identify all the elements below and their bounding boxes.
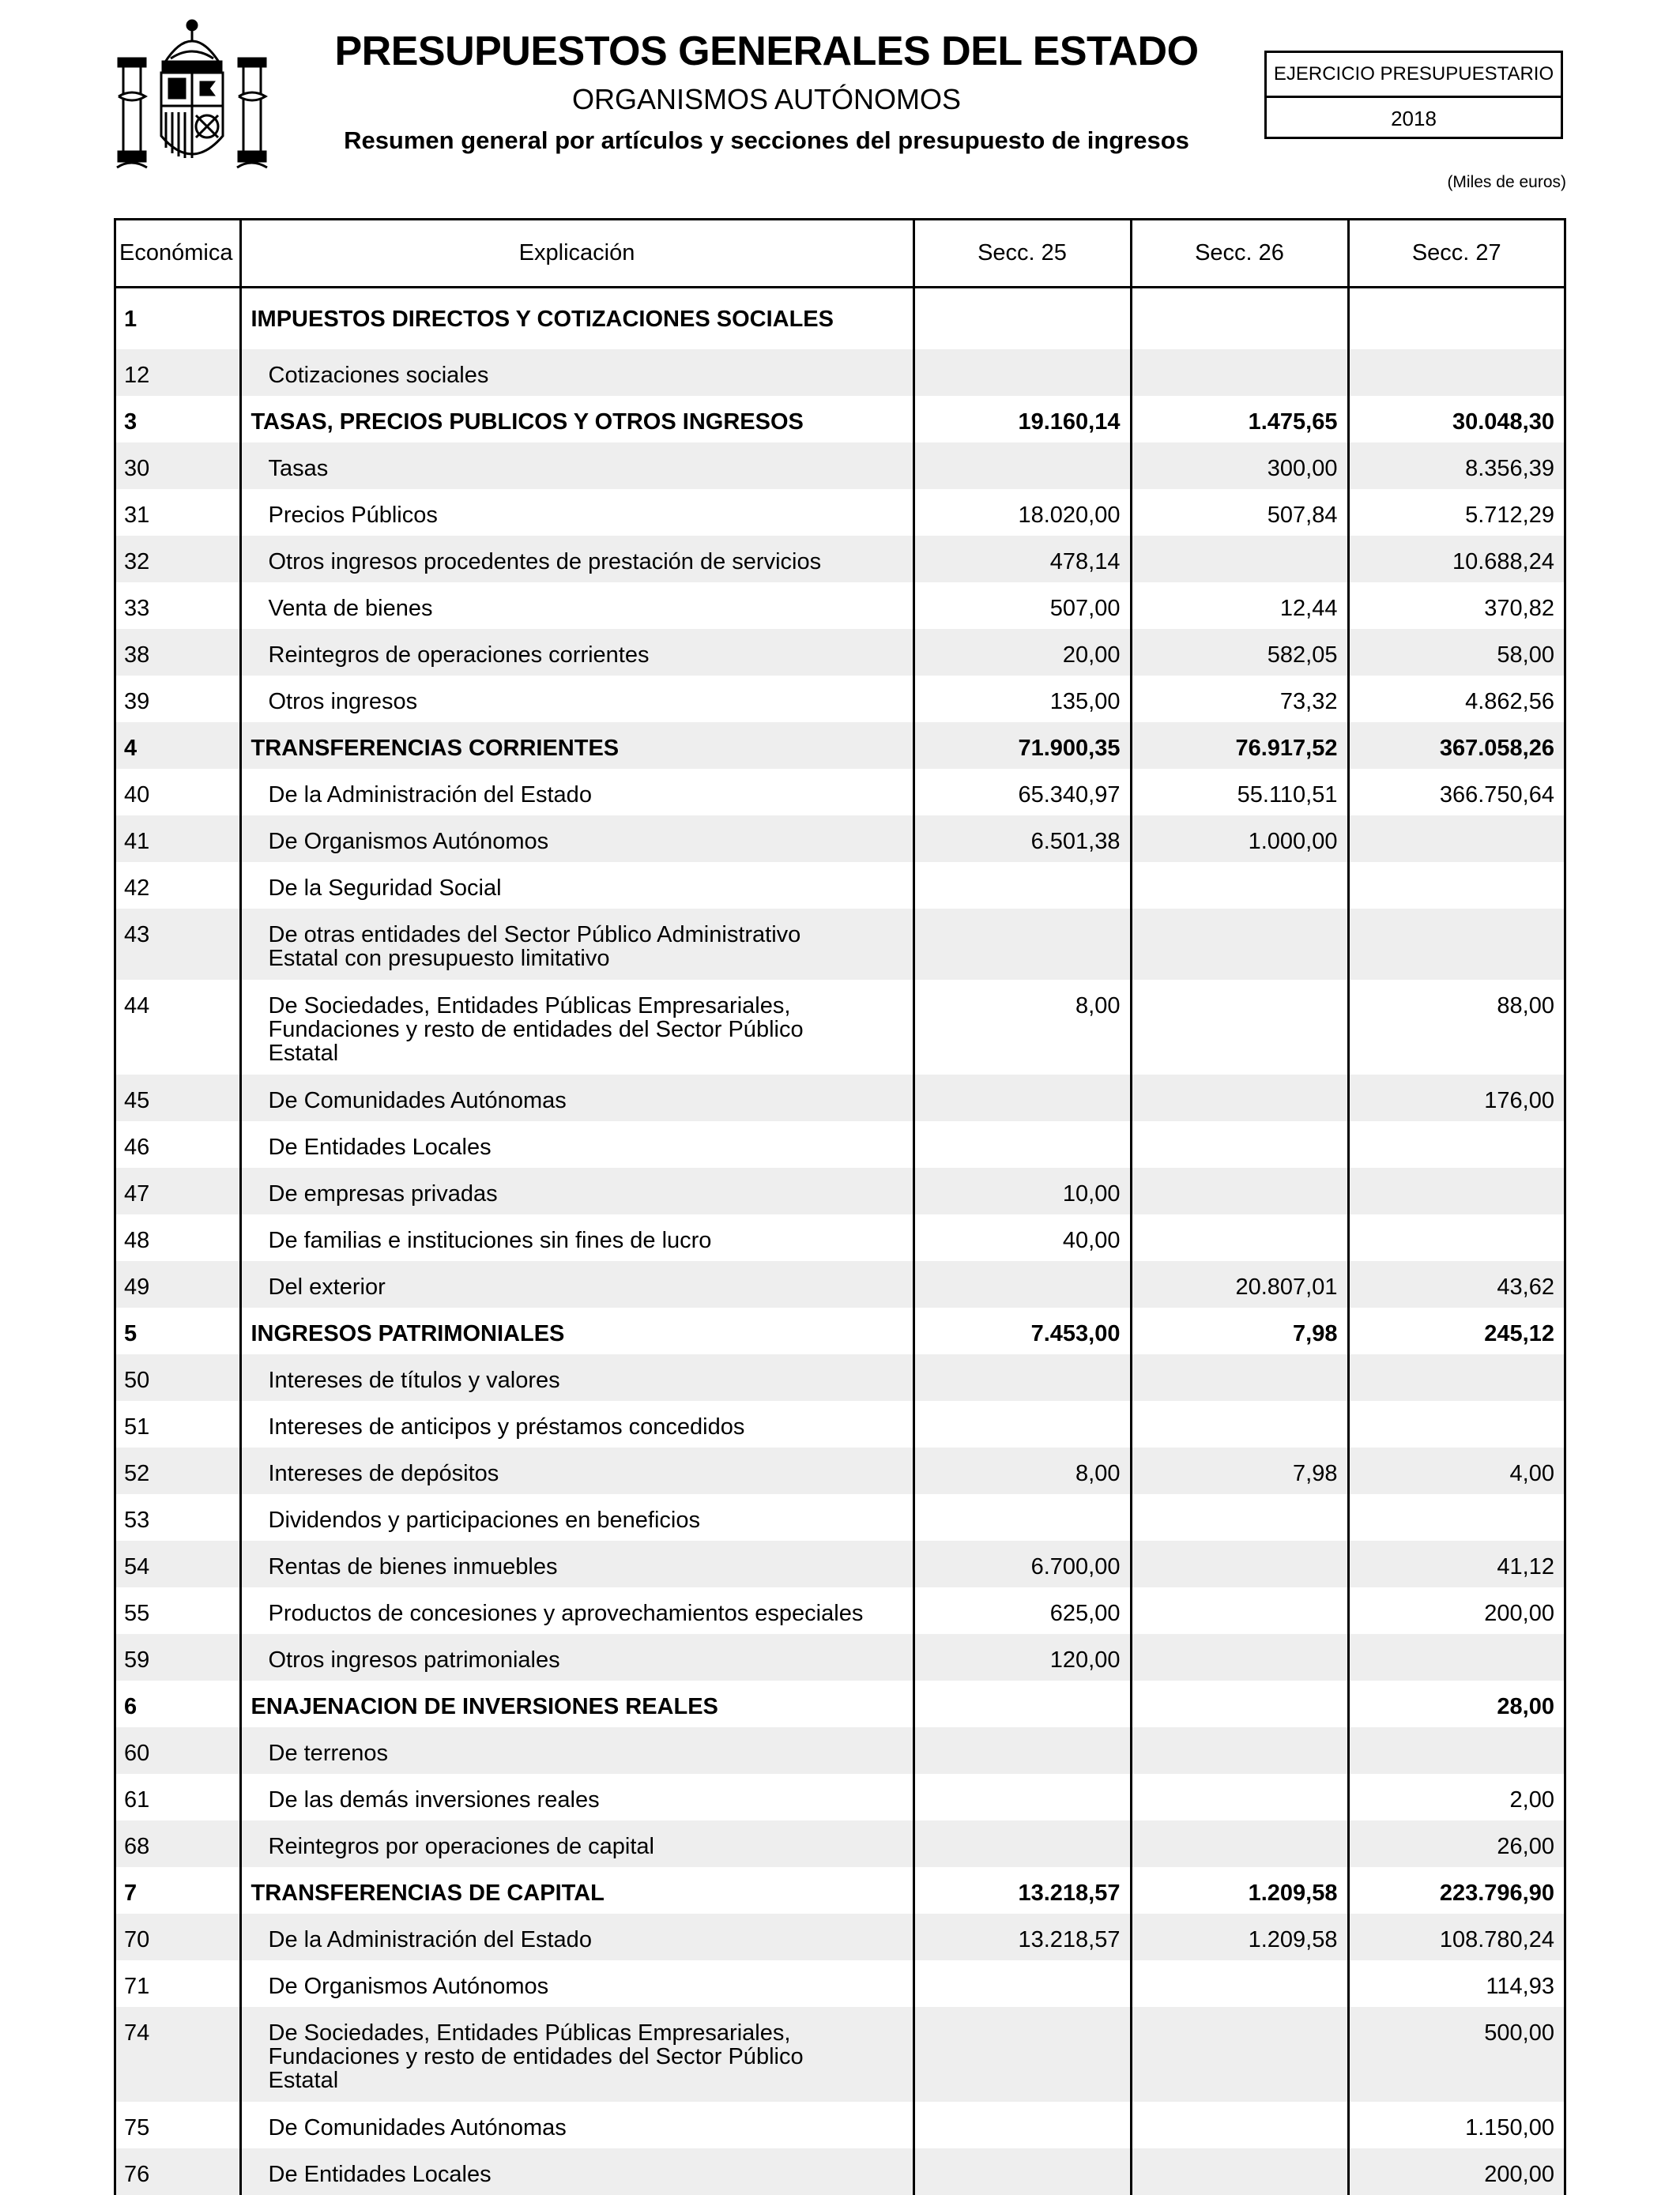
coat-of-arms-icon — [115, 17, 269, 175]
row-description — [240, 536, 913, 582]
row-value-s27: 28,00 — [1348, 1681, 1564, 1727]
row-code: 49 — [116, 1261, 240, 1308]
row-value-s27 — [1348, 1494, 1564, 1541]
row-code: 50 — [116, 1354, 240, 1401]
fiscal-year-box — [1264, 51, 1563, 139]
table-row — [116, 629, 1564, 676]
row-code: 1 — [116, 288, 240, 350]
row-value-s26: 7,98 — [1131, 1308, 1348, 1354]
row-value-s26 — [1131, 2007, 1348, 2102]
row-description — [240, 1448, 913, 1494]
table-row — [116, 2102, 1564, 2148]
row-value-s25: 10,00 — [913, 1168, 1131, 1214]
row-value-s27 — [1348, 1354, 1564, 1401]
row-value-s27: 88,00 — [1348, 980, 1564, 1075]
row-description — [240, 396, 913, 442]
row-value-s25 — [913, 2102, 1131, 2148]
row-value-s27: 245,12 — [1348, 1308, 1564, 1354]
row-code: 75 — [116, 2102, 240, 2148]
row-value-s25 — [913, 909, 1131, 980]
row-code: 52 — [116, 1448, 240, 1494]
row-value-s27: 5.712,29 — [1348, 489, 1564, 536]
table-row — [116, 676, 1564, 722]
table-row — [116, 1401, 1564, 1448]
row-description — [240, 2148, 913, 2195]
row-value-s27: 4.862,56 — [1348, 676, 1564, 722]
row-value-s27 — [1348, 1168, 1564, 1214]
row-value-s26: 20.807,01 — [1131, 1261, 1348, 1308]
row-value-s26: 1.000,00 — [1131, 815, 1348, 862]
row-description-line: Tasas — [269, 457, 903, 480]
row-value-s25: 71.900,35 — [913, 722, 1131, 769]
row-description-line: Intereses de depósitos — [269, 1462, 903, 1485]
row-code: 5 — [116, 1308, 240, 1354]
row-description — [240, 1774, 913, 1820]
table-row — [116, 442, 1564, 489]
row-description — [240, 1541, 913, 1587]
row-value-s26: 300,00 — [1131, 442, 1348, 489]
table-row — [116, 1820, 1564, 1867]
row-code: 6 — [116, 1681, 240, 1727]
row-description-line: Fundaciones y resto de entidades del Sector Público — [269, 2045, 903, 2069]
table-row — [116, 288, 1564, 350]
row-value-s25: 13.218,57 — [913, 1867, 1131, 1914]
row-value-s25: 478,14 — [913, 536, 1131, 582]
row-description-line: De Entidades Locales — [269, 2163, 903, 2186]
row-description — [240, 1075, 913, 1121]
row-value-s26 — [1131, 1214, 1348, 1261]
row-description — [240, 815, 913, 862]
row-value-s27: 30.048,30 — [1348, 396, 1564, 442]
row-value-s26 — [1131, 288, 1348, 350]
row-value-s25: 13.218,57 — [913, 1914, 1131, 1960]
row-value-s27: 43,62 — [1348, 1261, 1564, 1308]
row-value-s27 — [1348, 1634, 1564, 1681]
row-value-s27: 367.058,26 — [1348, 722, 1564, 769]
row-code: 76 — [116, 2148, 240, 2195]
row-description-line: De las demás inversiones reales — [269, 1788, 903, 1812]
row-code: 44 — [116, 980, 240, 1075]
row-value-s27 — [1348, 1401, 1564, 1448]
row-code: 39 — [116, 676, 240, 722]
row-description — [240, 1587, 913, 1634]
row-value-s26 — [1131, 1960, 1348, 2007]
row-description — [240, 1401, 913, 1448]
row-value-s26: 55.110,51 — [1131, 769, 1348, 815]
row-description-line: De la Seguridad Social — [269, 876, 903, 900]
table-row — [116, 722, 1564, 769]
row-value-s27: 41,12 — [1348, 1541, 1564, 1587]
fiscal-year-value: 2018 — [1267, 98, 1561, 139]
table-row — [116, 582, 1564, 629]
row-value-s26: 1.209,58 — [1131, 1867, 1348, 1914]
row-description-line: TRANSFERENCIAS CORRIENTES — [251, 736, 903, 760]
row-value-s27: 4,00 — [1348, 1448, 1564, 1494]
row-description — [240, 1727, 913, 1774]
row-value-s25: 507,00 — [913, 582, 1131, 629]
row-value-s27: 200,00 — [1348, 1587, 1564, 1634]
row-value-s26 — [1131, 909, 1348, 980]
table-row — [116, 1075, 1564, 1121]
table-row — [116, 1168, 1564, 1214]
row-description — [240, 1681, 913, 1727]
table-row — [116, 1494, 1564, 1541]
row-value-s26 — [1131, 1121, 1348, 1168]
page-description: Resumen general por artículos y secciones del presupuesto de ingresos — [261, 122, 1272, 160]
row-code: 12 — [116, 349, 240, 396]
row-description — [240, 1820, 913, 1867]
row-value-s25 — [913, 1075, 1131, 1121]
row-value-s26 — [1131, 1541, 1348, 1587]
row-value-s26: 1.475,65 — [1131, 396, 1348, 442]
row-value-s26 — [1131, 980, 1348, 1075]
table-row — [116, 536, 1564, 582]
row-description-line: Rentas de bienes inmuebles — [269, 1555, 903, 1579]
row-code: 74 — [116, 2007, 240, 2102]
row-value-s26 — [1131, 2102, 1348, 2148]
table-row — [116, 1541, 1564, 1587]
row-value-s26 — [1131, 1634, 1348, 1681]
row-value-s25: 135,00 — [913, 676, 1131, 722]
row-value-s27 — [1348, 288, 1564, 350]
table-row — [116, 1634, 1564, 1681]
row-value-s25 — [913, 1960, 1131, 2007]
row-value-s26 — [1131, 1075, 1348, 1121]
row-value-s25 — [913, 1261, 1131, 1308]
row-value-s27: 223.796,90 — [1348, 1867, 1564, 1914]
row-description — [240, 1494, 913, 1541]
table-row — [116, 1867, 1564, 1914]
table-row — [116, 769, 1564, 815]
row-description — [240, 582, 913, 629]
table-row — [116, 1354, 1564, 1401]
row-description — [240, 1634, 913, 1681]
row-description — [240, 629, 913, 676]
row-value-s25 — [913, 1401, 1131, 1448]
table-row — [116, 1121, 1564, 1168]
row-code: 51 — [116, 1401, 240, 1448]
row-value-s26: 1.209,58 — [1131, 1914, 1348, 1960]
table-row — [116, 2148, 1564, 2195]
table-row — [116, 489, 1564, 536]
row-value-s25 — [913, 2148, 1131, 2195]
row-code: 3 — [116, 396, 240, 442]
row-value-s25: 18.020,00 — [913, 489, 1131, 536]
page-subtitle: ORGANISMOS AUTÓNOMOS — [261, 81, 1272, 119]
row-value-s26 — [1131, 1168, 1348, 1214]
row-description — [240, 1168, 913, 1214]
table-row — [116, 1587, 1564, 1634]
row-value-s27: 176,00 — [1348, 1075, 1564, 1121]
row-value-s26 — [1131, 349, 1348, 396]
table-row — [116, 1448, 1564, 1494]
row-description — [240, 1308, 913, 1354]
page-title: PRESUPUESTOS GENERALES DEL ESTADO — [261, 24, 1272, 79]
row-description — [240, 769, 913, 815]
row-value-s25: 8,00 — [913, 980, 1131, 1075]
row-value-s25: 20,00 — [913, 629, 1131, 676]
row-code: 32 — [116, 536, 240, 582]
row-code: 61 — [116, 1774, 240, 1820]
row-value-s25 — [913, 1121, 1131, 1168]
row-description — [240, 1261, 913, 1308]
row-value-s26: 12,44 — [1131, 582, 1348, 629]
row-description-line: Reintegros de operaciones corrientes — [269, 643, 903, 667]
row-value-s27 — [1348, 815, 1564, 862]
row-value-s27: 58,00 — [1348, 629, 1564, 676]
table-row — [116, 1960, 1564, 2007]
row-value-s26 — [1131, 1820, 1348, 1867]
row-value-s26 — [1131, 1587, 1348, 1634]
row-description-line: ENAJENACION DE INVERSIONES REALES — [251, 1695, 903, 1719]
table-row — [116, 349, 1564, 396]
table-row — [116, 980, 1564, 1075]
table-row — [116, 1261, 1564, 1308]
row-description-line: De empresas privadas — [269, 1182, 903, 1206]
row-description — [240, 1214, 913, 1261]
row-value-s25: 40,00 — [913, 1214, 1131, 1261]
row-description — [240, 980, 913, 1075]
row-value-s27 — [1348, 1727, 1564, 1774]
row-code: 42 — [116, 862, 240, 909]
row-code: 30 — [116, 442, 240, 489]
row-value-s27: 8.356,39 — [1348, 442, 1564, 489]
row-code: 46 — [116, 1121, 240, 1168]
row-value-s26: 76.917,52 — [1131, 722, 1348, 769]
row-value-s25 — [913, 442, 1131, 489]
row-description — [240, 2007, 913, 2102]
row-value-s25 — [913, 1494, 1131, 1541]
row-value-s26 — [1131, 1774, 1348, 1820]
row-description-line: De Entidades Locales — [269, 1135, 903, 1159]
row-description-line: De la Administración del Estado — [269, 783, 903, 807]
row-description — [240, 676, 913, 722]
row-code: 53 — [116, 1494, 240, 1541]
row-description-line: De la Administración del Estado — [269, 1928, 903, 1952]
table-body — [116, 288, 1564, 2195]
row-description-line: De Organismos Autónomos — [269, 830, 903, 853]
row-code: 55 — [116, 1587, 240, 1634]
row-value-s25: 19.160,14 — [913, 396, 1131, 442]
table-row — [116, 1914, 1564, 1960]
row-code: 60 — [116, 1727, 240, 1774]
row-code: 71 — [116, 1960, 240, 2007]
row-value-s27: 366.750,64 — [1348, 769, 1564, 815]
row-code: 59 — [116, 1634, 240, 1681]
row-value-s26: 507,84 — [1131, 489, 1348, 536]
row-value-s26 — [1131, 1727, 1348, 1774]
row-description-line: Venta de bienes — [269, 597, 903, 620]
row-code: 47 — [116, 1168, 240, 1214]
row-description-line: De otras entidades del Sector Público Administrativo — [269, 923, 903, 947]
table-row — [116, 815, 1564, 862]
row-value-s27 — [1348, 862, 1564, 909]
row-value-s25: 65.340,97 — [913, 769, 1131, 815]
row-value-s27: 200,00 — [1348, 2148, 1564, 2195]
table-row — [116, 2007, 1564, 2102]
row-code: 31 — [116, 489, 240, 536]
row-code: 7 — [116, 1867, 240, 1914]
row-value-s27 — [1348, 349, 1564, 396]
row-description — [240, 1867, 913, 1914]
row-value-s26 — [1131, 1681, 1348, 1727]
table-row — [116, 862, 1564, 909]
table-header-row — [116, 220, 1564, 288]
row-description — [240, 2102, 913, 2148]
row-description-line: Estatal con presupuesto limitativo — [269, 947, 903, 970]
row-code: 70 — [116, 1914, 240, 1960]
row-description-line: Precios Públicos — [269, 503, 903, 527]
row-value-s25 — [913, 1354, 1131, 1401]
column-header-economica: Económica — [116, 220, 240, 288]
row-value-s25: 6.501,38 — [913, 815, 1131, 862]
row-description — [240, 288, 913, 350]
row-value-s25 — [913, 862, 1131, 909]
row-code: 45 — [116, 1075, 240, 1121]
row-description — [240, 1354, 913, 1401]
row-description — [240, 862, 913, 909]
row-code: 4 — [116, 722, 240, 769]
row-value-s27: 370,82 — [1348, 582, 1564, 629]
column-header-secc-26: Secc. 26 — [1131, 220, 1348, 288]
row-description-line: De familias e instituciones sin fines de lucro — [269, 1229, 903, 1252]
table-row — [116, 909, 1564, 980]
row-description-line: Dividendos y participaciones en beneficios — [269, 1508, 903, 1532]
column-header-secc-25: Secc. 25 — [913, 220, 1131, 288]
row-value-s26 — [1131, 1494, 1348, 1541]
row-value-s25 — [913, 1774, 1131, 1820]
row-description-line: De Comunidades Autónomas — [269, 1089, 903, 1113]
row-code: 33 — [116, 582, 240, 629]
row-value-s27: 108.780,24 — [1348, 1914, 1564, 1960]
row-value-s26 — [1131, 536, 1348, 582]
row-description-line: Intereses de anticipos y préstamos concedidos — [269, 1415, 903, 1439]
column-header-secc-27: Secc. 27 — [1348, 220, 1564, 288]
row-description-line: Otros ingresos — [269, 690, 903, 713]
row-value-s27 — [1348, 1121, 1564, 1168]
row-value-s26: 73,32 — [1131, 676, 1348, 722]
row-description — [240, 1960, 913, 2007]
row-value-s26 — [1131, 2148, 1348, 2195]
row-value-s25: 8,00 — [913, 1448, 1131, 1494]
row-description-line: TRANSFERENCIAS DE CAPITAL — [251, 1881, 903, 1905]
table-row — [116, 1681, 1564, 1727]
row-description — [240, 349, 913, 396]
row-description-line: Intereses de títulos y valores — [269, 1369, 903, 1392]
row-description — [240, 442, 913, 489]
row-description-line: Productos de concesiones y aprovechamientos especiales — [269, 1602, 903, 1625]
table-row — [116, 1727, 1564, 1774]
row-description-line: Estatal — [269, 1041, 903, 1065]
row-value-s27: 10.688,24 — [1348, 536, 1564, 582]
row-description-line: IMPUESTOS DIRECTOS Y COTIZACIONES SOCIALES — [251, 307, 903, 331]
row-value-s26: 582,05 — [1131, 629, 1348, 676]
fiscal-year-label: EJERCICIO PRESUPUESTARIO — [1267, 53, 1561, 98]
row-description-line: Reintegros por operaciones de capital — [269, 1835, 903, 1858]
row-description-line: Otros ingresos procedentes de prestación de servicios — [269, 550, 903, 574]
table-row — [116, 1774, 1564, 1820]
row-value-s27: 2,00 — [1348, 1774, 1564, 1820]
row-description-line: De Comunidades Autónomas — [269, 2116, 903, 2140]
row-description-line: Cotizaciones sociales — [269, 363, 903, 387]
column-header-explicacion: Explicación — [240, 220, 913, 288]
row-value-s27: 26,00 — [1348, 1820, 1564, 1867]
budget-table — [114, 218, 1566, 2195]
row-description-line: De terrenos — [269, 1741, 903, 1765]
row-value-s25 — [913, 349, 1131, 396]
units-note: (Miles de euros) — [1447, 171, 1566, 194]
table-row — [116, 396, 1564, 442]
row-value-s25 — [913, 1681, 1131, 1727]
row-value-s26 — [1131, 1401, 1348, 1448]
row-code: 43 — [116, 909, 240, 980]
row-code: 41 — [116, 815, 240, 862]
row-value-s27: 114,93 — [1348, 1960, 1564, 2007]
row-description — [240, 722, 913, 769]
row-value-s25 — [913, 1727, 1131, 1774]
row-code: 38 — [116, 629, 240, 676]
row-value-s25 — [913, 288, 1131, 350]
row-value-s25 — [913, 2007, 1131, 2102]
row-code: 48 — [116, 1214, 240, 1261]
row-description-line: De Organismos Autónomos — [269, 1975, 903, 1998]
row-value-s25: 120,00 — [913, 1634, 1131, 1681]
row-value-s26 — [1131, 862, 1348, 909]
table-row — [116, 1308, 1564, 1354]
row-description-line: INGRESOS PATRIMONIALES — [251, 1322, 903, 1346]
row-code: 68 — [116, 1820, 240, 1867]
row-value-s25: 625,00 — [913, 1587, 1131, 1634]
row-description — [240, 1121, 913, 1168]
row-description-line: Estatal — [269, 2069, 903, 2092]
row-description-line: Fundaciones y resto de entidades del Sector Público — [269, 1018, 903, 1041]
row-value-s26 — [1131, 1354, 1348, 1401]
table-row — [116, 1214, 1564, 1261]
row-description-line: Otros ingresos patrimoniales — [269, 1648, 903, 1672]
row-code: 54 — [116, 1541, 240, 1587]
row-description-line: De Sociedades, Entidades Públicas Empresariales, — [269, 2021, 903, 2045]
row-description-line: Del exterior — [269, 1275, 903, 1299]
row-description — [240, 489, 913, 536]
row-value-s27 — [1348, 909, 1564, 980]
row-description-line: TASAS, PRECIOS PUBLICOS Y OTROS INGRESOS — [251, 410, 903, 434]
row-value-s25 — [913, 1820, 1131, 1867]
row-description — [240, 909, 913, 980]
row-value-s25: 7.453,00 — [913, 1308, 1131, 1354]
row-value-s27: 1.150,00 — [1348, 2102, 1564, 2148]
row-description — [240, 1914, 913, 1960]
row-value-s27: 500,00 — [1348, 2007, 1564, 2102]
row-code: 40 — [116, 769, 240, 815]
row-value-s25: 6.700,00 — [913, 1541, 1131, 1587]
row-description-line: De Sociedades, Entidades Públicas Empresariales, — [269, 994, 903, 1018]
row-value-s26: 7,98 — [1131, 1448, 1348, 1494]
row-value-s27 — [1348, 1214, 1564, 1261]
